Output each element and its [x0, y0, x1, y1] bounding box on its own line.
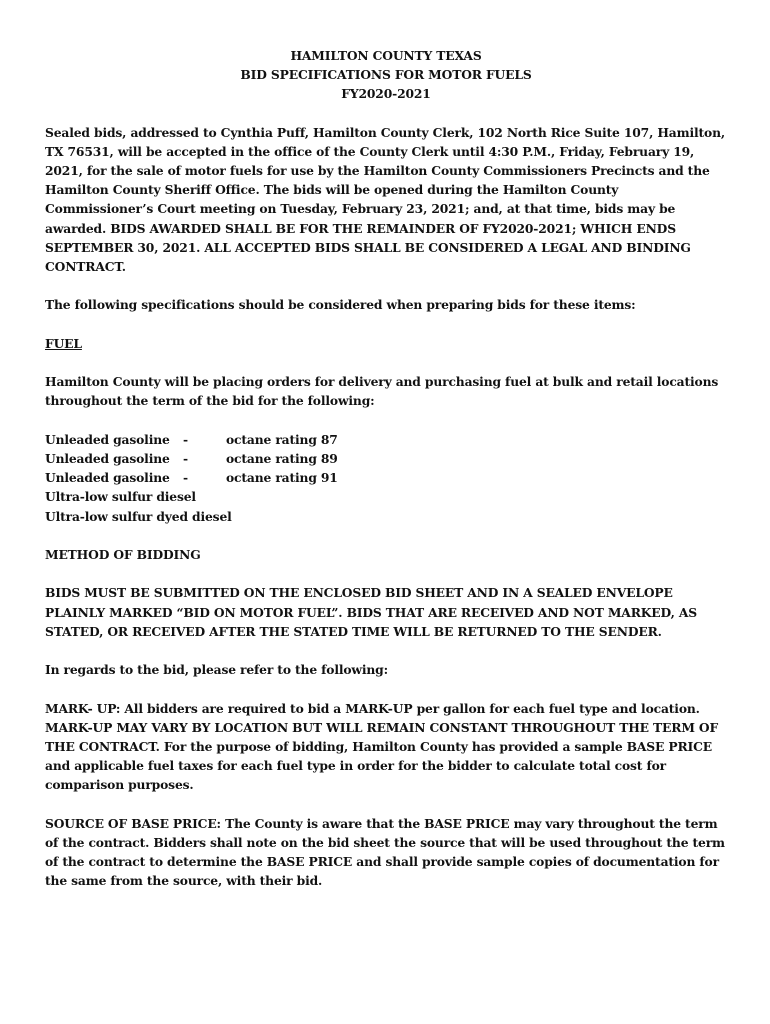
- fuel-name: Ultra-low sulfur dyed diesel: [45, 508, 232, 524]
- fuel-list-item: [45, 430, 727, 449]
- intro-paragraph: Sealed bids, addressed to Cynthia Puff, Hamilton County Clerk, 102 North Rice Suite 107, Hamilton, TX 76531, will be accepted in the office of the County Clerk until 4:30 P.M., Friday, February 19, 2021, for the sale of motor fuels for use by the Hamilton County Commissioners Precincts and the Hamilton County Sheriff Office. The bids will be opened during the Hamilton County Commissioner’s Court meeting on Tuesday, February 23, 2021; and, at that time, bids may be awarded. BIDS AWARDED SHALL BE FOR THE REMAINDER OF FY2020-2021; WHICH ENDS SEPTEMBER 30, 2021. ALL ACCEPTED BIDS SHALL BE CONSIDERED A LEGAL AND BINDING CONTRACT.: [45, 124, 726, 275]
- fuel-dash: -: [183, 431, 188, 447]
- markup-paragraph: MARK- UP: All bidders are required to bid a MARK-UP per gallon for each fuel type and location. MARK-UP MAY VARY BY LOCATION BUT WILL REMAIN CONSTANT THROUGHOUT THE TERM OF THE CONTRACT. For the purpose of bidding, Hamilton County has provided a sample BASE PRICE and applicable fuel taxes for each fuel type in order for the bidder to calculate total cost for comparison purposes.: [45, 700, 719, 793]
- fuel-list-item: [45, 468, 727, 487]
- header-title: BID SPECIFICATIONS FOR MOTOR FUELS: [240, 67, 532, 83]
- fuel-list-item: [45, 487, 727, 506]
- document-page: [45, 46, 727, 910]
- header-fiscal-year: FY2020-2021: [341, 86, 431, 102]
- fuel-heading: FUEL: [45, 335, 82, 351]
- source-paragraph: SOURCE OF BASE PRICE: The County is aware that the BASE PRICE may vary throughout the term of the contract. Bidders shall note on the bid sheet the source that will be used throughout the term of the contract to determine the BASE PRICE and shall provide sample copies of documentation for the same from the source, with their bid.: [45, 815, 725, 889]
- fuel-rating: octane rating 91: [226, 470, 338, 486]
- method-heading: METHOD OF BIDDING: [45, 547, 201, 562]
- header-county: HAMILTON COUNTY TEXAS: [290, 48, 482, 63]
- specs-intro-paragraph: The following specifications should be considered when preparing bids for these items:: [45, 297, 636, 313]
- fuel-list-item: [45, 449, 727, 468]
- fuel-name: Unleaded gasoline: [45, 451, 170, 466]
- fuel-name: Unleaded gasoline: [45, 431, 170, 447]
- regards-paragraph: In regards to the bid, please refer to the following:: [45, 662, 389, 678]
- fuel-dash: -: [183, 451, 188, 466]
- fuel-rating: octane rating 87: [226, 431, 338, 447]
- method-paragraph: BIDS MUST BE SUBMITTED ON THE ENCLOSED BID SHEET AND IN A SEALED ENVELOPE PLAINLY MARKED “BID ON MOTOR FUEL”. BIDS THAT ARE RECEIVED AND NOT MARKED, AS STATED, OR RECEIVED AFTER THE STATED TIME WILL BE RETURNED TO THE SENDER.: [45, 585, 697, 639]
- fuel-list: [45, 430, 727, 526]
- document-header: [45, 46, 727, 104]
- fuel-name: Unleaded gasoline: [45, 470, 170, 486]
- fuel-name: Ultra-low sulfur diesel: [45, 489, 196, 505]
- fuel-rating: octane rating 89: [226, 451, 338, 466]
- fuel-dash: -: [183, 470, 188, 486]
- fuel-paragraph: Hamilton County will be placing orders for delivery and purchasing fuel at bulk and retail locations throughout the term of the bid for the following:: [45, 374, 719, 409]
- fuel-list-item: [45, 507, 727, 526]
